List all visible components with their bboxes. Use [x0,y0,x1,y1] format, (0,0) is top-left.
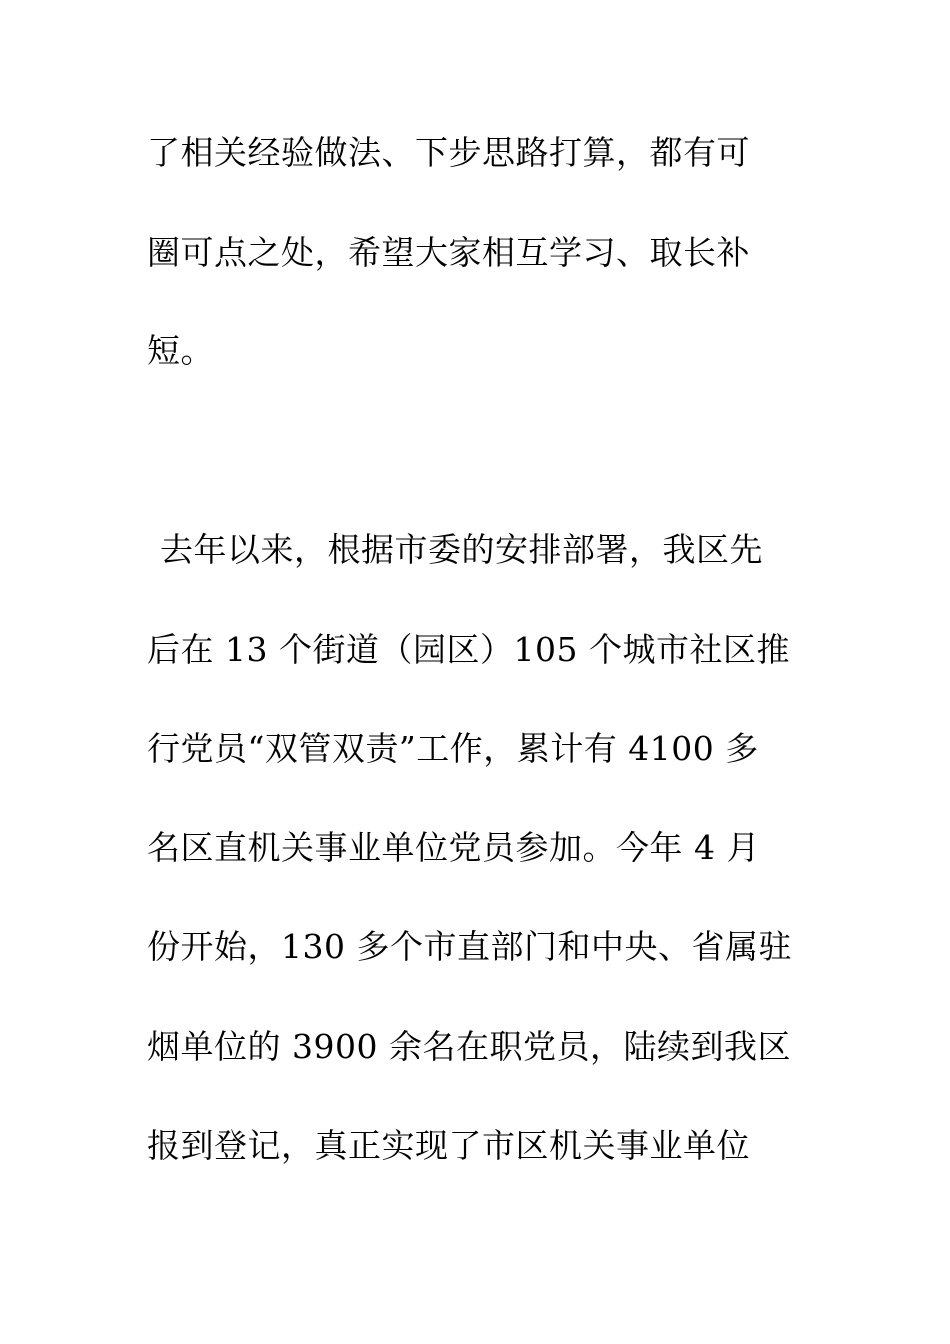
text-line: 圈可点之处，希望大家相互学习、取长补 [147,233,750,272]
text-line: 去年以来，根据市委的安排部署，我区先 [160,530,763,569]
text-line: 烟单位的 3900 余名在职党员，陆续到我区 [147,1027,791,1066]
text-line: 了相关经验做法、下步思路打算，都有可 [147,133,750,172]
text-line: 行党员“双管双责”工作，累计有 4100 多 [147,729,759,768]
text-line: 报到登记，真正实现了市区机关事业单位 [147,1126,750,1165]
text-line: 份开始，130 多个市直部门和中央、省属驻 [147,927,792,966]
text-line: 后在 13 个街道（园区）105 个城市社区推 [147,630,790,669]
text-line: 短。 [147,331,214,370]
text-line: 名区直机关事业单位党员参加。今年 4 月 [147,828,760,867]
